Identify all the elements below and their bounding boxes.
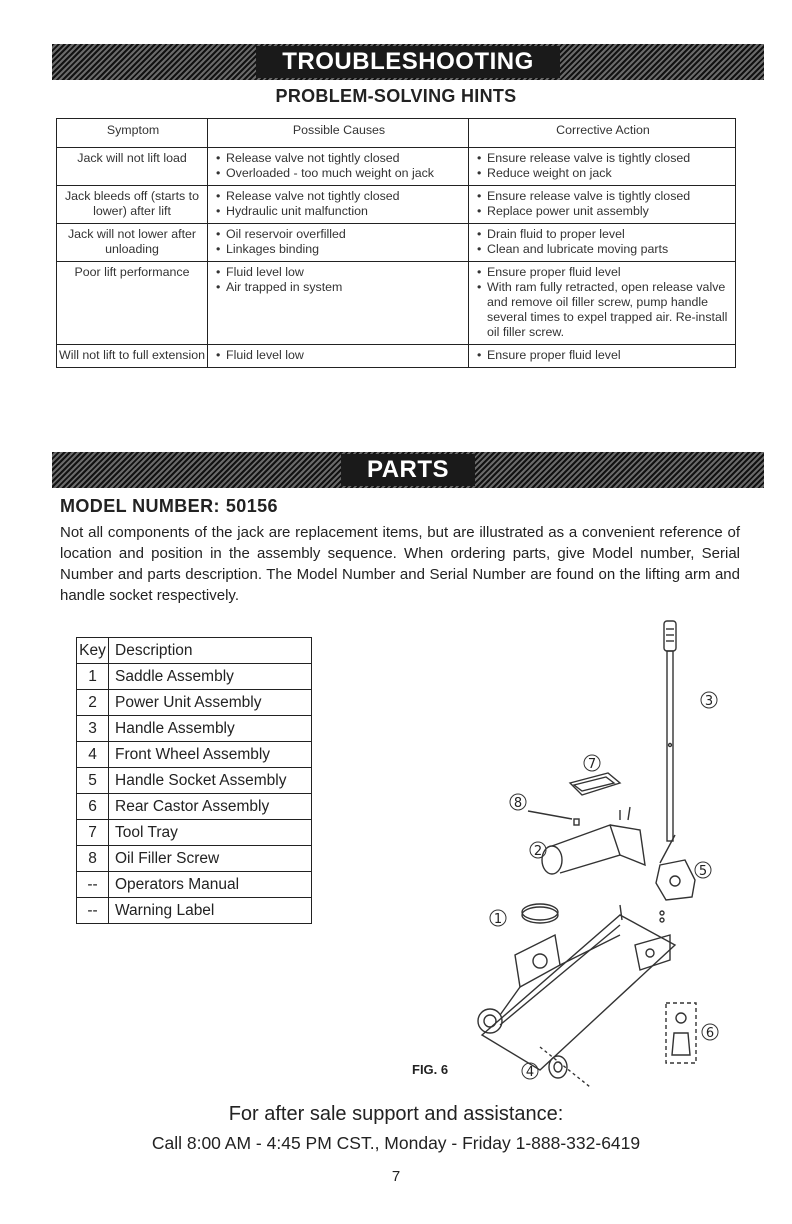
support-heading: For after sale support and assistance: [228,1103,564,1125]
parts-header-row [77,638,312,664]
table-row [57,224,736,262]
part-key: 3 [77,716,109,742]
part-key: -- [77,898,109,924]
header-symptom: Symptom [57,119,208,148]
parts-title: PARTS [341,454,475,486]
troubleshooting-banner [52,44,764,80]
part-key: -- [77,872,109,898]
part-key: 4 [77,742,109,768]
callout-3: 3 [704,694,714,709]
action-item: • Ensure proper fluid level [477,265,729,280]
action-item: • Clean and lubricate moving parts [477,242,729,257]
action-item: • Drain fluid to proper level [477,227,729,242]
actions-cell [469,224,736,262]
figure-label: FIG. 6 [412,1062,449,1077]
parts-table [76,637,312,924]
header-description: Description [109,638,312,664]
model-number-label: MODEL NUMBER: [60,496,220,516]
part-key: 1 [77,664,109,690]
action-item: • Reduce weight on jack [477,166,729,181]
table-row [77,898,312,924]
handle-socket [656,860,695,900]
table-row [57,345,736,368]
action-item: • With ram fully retracted, open release valve and remove oil filler screw, pump handle several times to expel trapped air. Re-install oil filler screw. [477,280,729,340]
model-number-value: 50156 [225,496,278,516]
header-key: Key [77,638,109,664]
cause-item: • Air trapped in system [216,280,462,295]
cause-item: • Oil reservoir overfilled [216,227,462,242]
floor-jack-exploded-diagram [470,615,740,1095]
cause-item: • Fluid level low [216,348,462,363]
callout-7: 7 [587,757,597,772]
table-row [77,768,312,794]
part-description: Handle Socket Assembly [109,768,312,794]
table-row [77,846,312,872]
part-key: 5 [77,768,109,794]
cause-item: • Fluid level low [216,265,462,280]
lift-arm [515,935,560,987]
table-row [77,872,312,898]
part-description: Tool Tray [109,820,312,846]
causes-cell [208,148,469,186]
cause-item: • Release valve not tightly closed [216,189,462,204]
actions-cell [469,345,736,368]
symptom-cell: Jack bleeds off (starts to lower) after lift [57,186,208,224]
callout-8: 8 [513,796,523,811]
cause-item: • Linkages binding [216,242,462,257]
part-description: Saddle Assembly [109,664,312,690]
table-row [77,690,312,716]
callout-2: 2 [533,844,543,859]
callout-5: 5 [698,864,708,879]
symptom-cell: Will not lift to full extension [57,345,208,368]
parts-intro-paragraph: Not all components of the jack are replacement items, but are illustrated as a convenient reference of location and position in the assembly sequence. When ordering parts, give Model number, Serial Number and parts description. The Model Number and Serial Number are found on the lifting arm and handle socket respectively. [60,524,740,604]
part-description: Rear Castor Assembly [109,794,312,820]
support-hours-phone: Call 8:00 AM - 4:45 PM CST., Monday - Friday 1-888-332-6419 [151,1133,641,1153]
causes-cell [208,262,469,345]
part-description: Oil Filler Screw [109,846,312,872]
table-row [57,186,736,224]
actions-cell [469,262,736,345]
callout-6: 6 [705,1026,715,1041]
causes-cell [208,345,469,368]
part-description: Operators Manual [109,872,312,898]
rear-castor [672,1033,690,1055]
part-description: Front Wheel Assembly [109,742,312,768]
power-unit-cylinder-end [542,846,562,874]
troubleshooting-table [56,118,736,368]
table-row [77,716,312,742]
actions-cell [469,186,736,224]
problem-solving-subtitle: PROBLEM-SOLVING HINTS [275,86,517,106]
parts-banner [52,452,764,488]
header-possible-causes: Possible Causes [208,119,469,148]
table-row [77,794,312,820]
part-description: Handle Assembly [109,716,312,742]
page-number: 7 [391,1168,401,1185]
symptom-cell: Poor lift performance [57,262,208,345]
table-header-row [57,119,736,148]
jack-frame [482,915,675,1070]
table-row [57,148,736,186]
callout-1: 1 [493,912,503,927]
table-row [57,262,736,345]
oil-filler-screw [574,819,579,825]
part-description: Warning Label [109,898,312,924]
action-item: • Ensure proper fluid level [477,348,729,363]
model-number-heading [60,496,278,517]
header-corrective-action: Corrective Action [469,119,736,148]
actions-cell [469,148,736,186]
part-key: 7 [77,820,109,846]
cause-item: • Release valve not tightly closed [216,151,462,166]
action-item: • Replace power unit assembly [477,204,729,219]
symptom-cell: Jack will not lower after unloading [57,224,208,262]
symptom-cell: Jack will not lift load [57,148,208,186]
causes-cell [208,224,469,262]
troubleshooting-title: TROUBLESHOOTING [256,46,560,78]
part-description: Power Unit Assembly [109,690,312,716]
part-key: 6 [77,794,109,820]
cause-item: • Overloaded - too much weight on jack [216,166,462,181]
handle-grip [664,621,676,651]
part-key: 2 [77,690,109,716]
table-row [77,742,312,768]
cause-item: • Hydraulic unit malfunction [216,204,462,219]
table-row [77,664,312,690]
callout-4: 4 [525,1065,535,1080]
callout-leader-8 [528,811,572,819]
action-item: • Ensure release valve is tightly closed [477,151,729,166]
causes-cell [208,186,469,224]
table-row [77,820,312,846]
part-key: 8 [77,846,109,872]
action-item: • Ensure release valve is tightly closed [477,189,729,204]
